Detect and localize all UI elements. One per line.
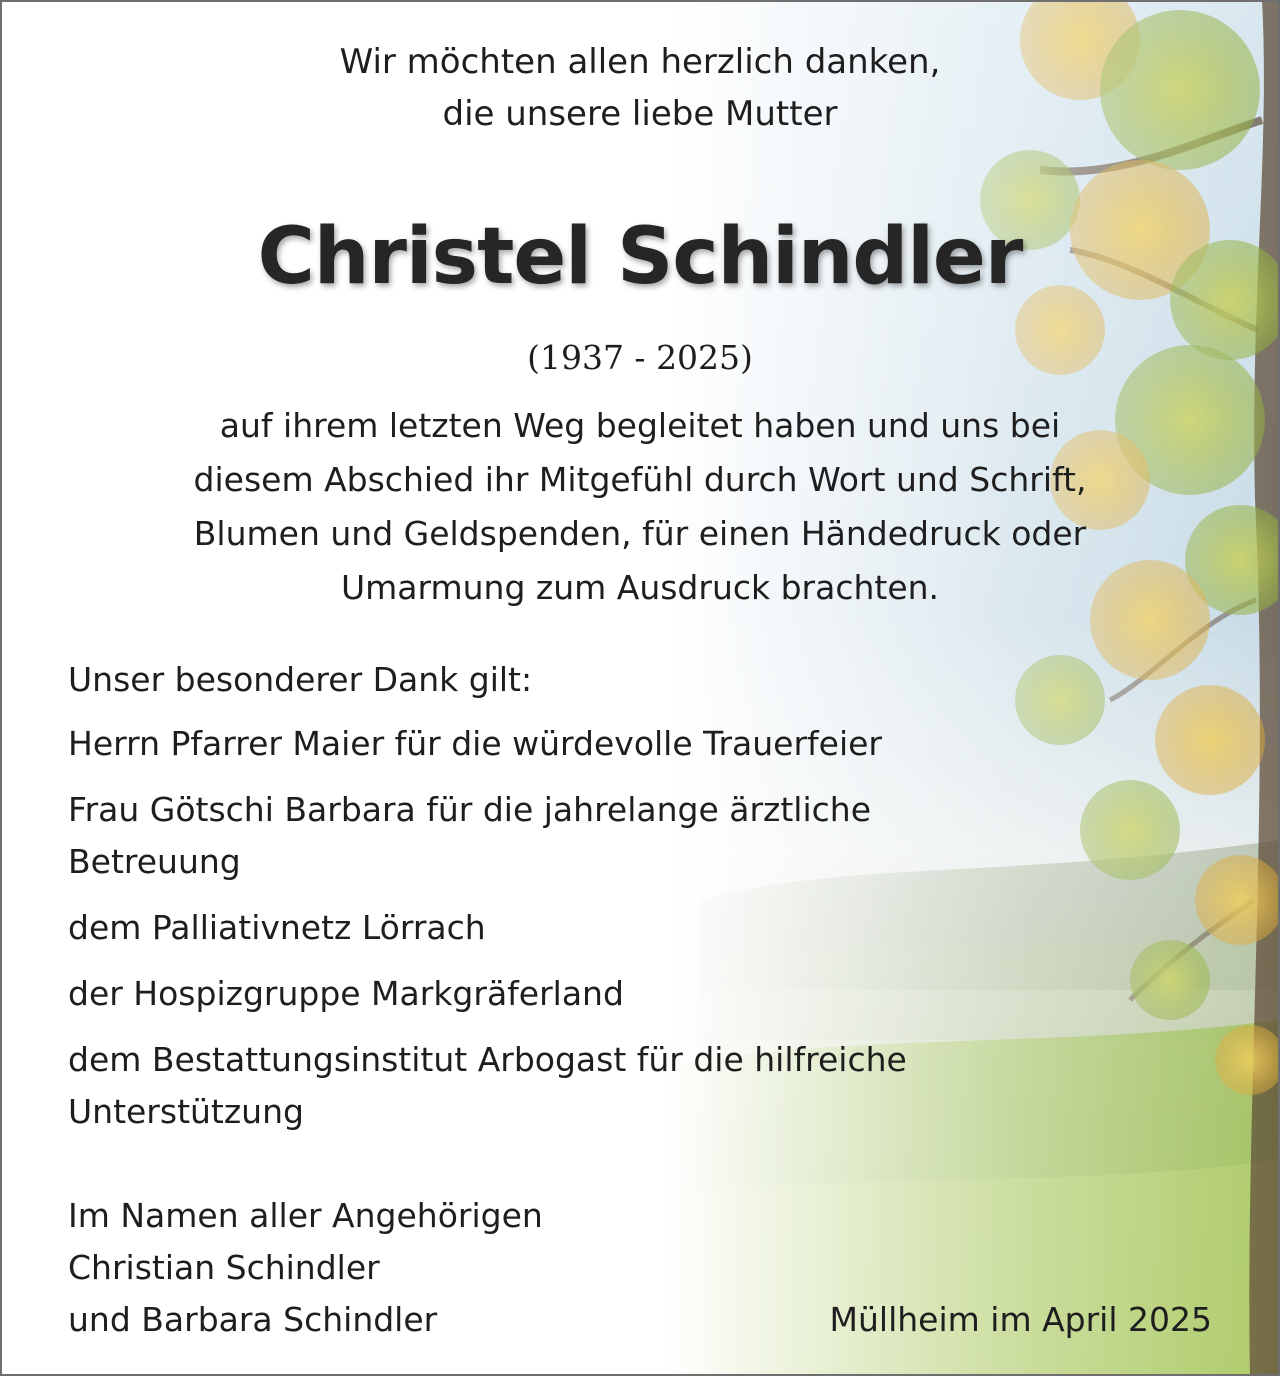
thanks-item-5-line-1: dem Bestattungsinstitut Arbogast für die hilfreiche [68,1040,907,1079]
life-dates: (1937 - 2025) [527,338,753,377]
message-line-2: diesem Abschied ihr Mitgefühl durch Wort und Schrift, [193,460,1087,499]
thanks-item-1-line-1: Herrn Pfarrer Maier für die würdevolle Trauerfeier [68,724,882,763]
deceased-name: Christel Schindler [257,212,1023,302]
thanks-item-2-line-2: Betreuung [68,842,241,881]
thanks-item-5-line-2: Unterstützung [68,1092,304,1131]
thanks-heading: Unser besonderer Dank gilt: [68,660,533,699]
thanks-item-4-line-1: der Hospizgruppe Markgräferland [68,974,624,1013]
message-line-3: Blumen und Geldspenden, für einen Händedruck oder [193,514,1087,553]
message-line-1: auf ihrem letzten Weg begleitet haben und uns bei [219,406,1061,445]
signature-line-3: und Barbara Schindler [68,1300,438,1339]
signature-line-2: Christian Schindler [68,1248,380,1287]
intro-line-1: Wir möchten allen herzlich danken, [339,42,941,82]
thanks-item-3-line-1: dem Palliativnetz Lörrach [68,908,486,947]
thanks-item-2-line-1: Frau Götschi Barbara für die jahrelange ärztliche [68,790,872,829]
place-and-date: Müllheim im April 2025 [829,1300,1212,1339]
signature-line-1: Im Namen aller Angehörigen [68,1196,543,1235]
message-line-4: Umarmung zum Ausdruck brachten. [340,568,940,607]
intro-line-2: die unsere liebe Mutter [442,94,838,134]
